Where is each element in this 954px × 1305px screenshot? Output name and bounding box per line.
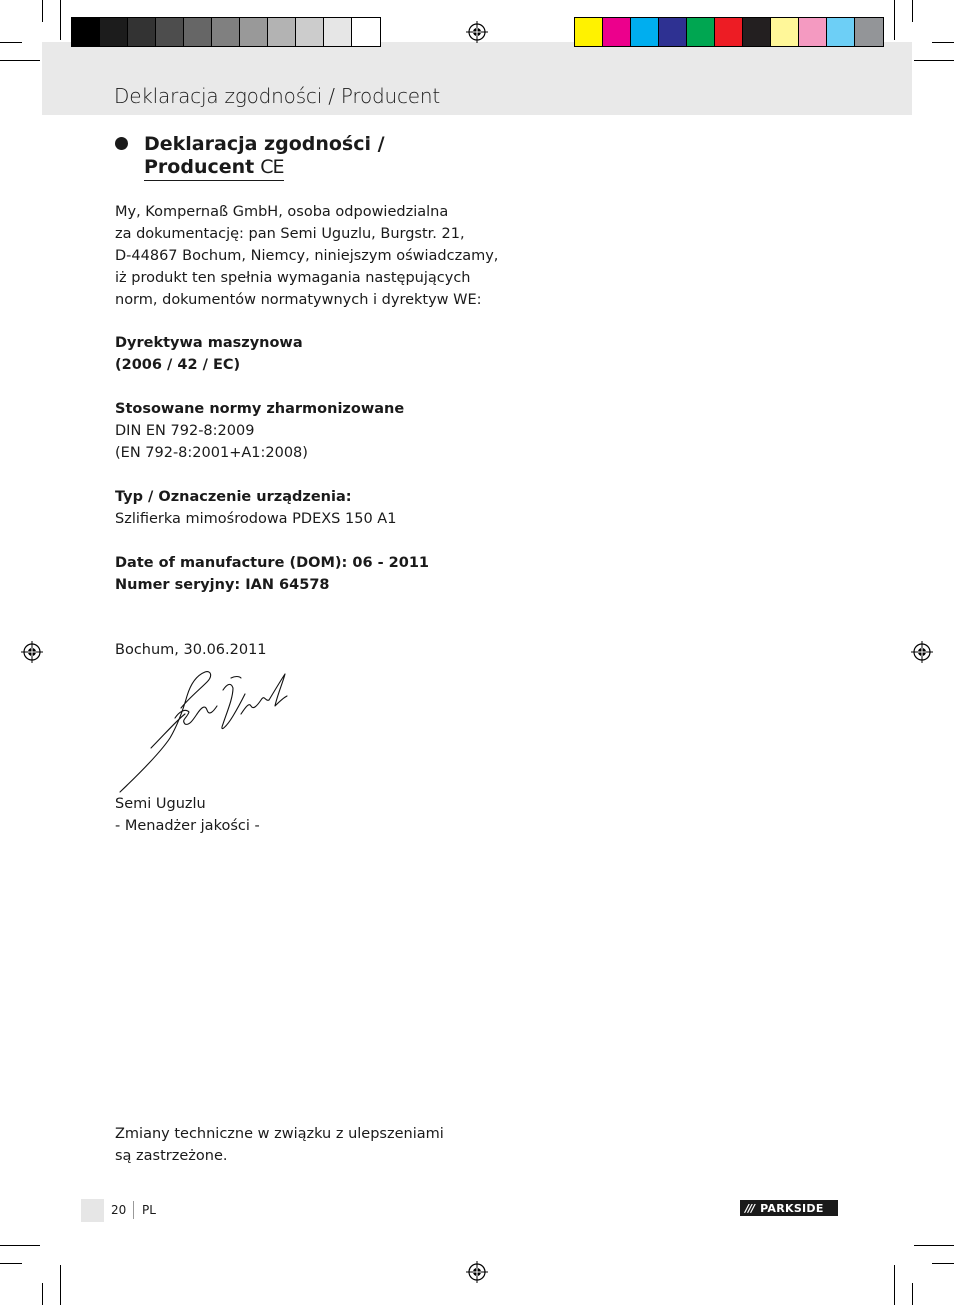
standards-line: DIN EN 792-8:2009 — [115, 423, 255, 439]
color-swatch — [603, 18, 631, 46]
crop-mark — [912, 1283, 913, 1305]
language-code: PL — [142, 1203, 156, 1217]
intro-line: norm, dokumentów normatywnych i dyrektyw WE: — [115, 292, 482, 308]
color-swatch — [128, 18, 156, 46]
color-swatch — [631, 18, 659, 46]
grayscale-bar — [71, 17, 381, 47]
color-swatch — [212, 18, 240, 46]
crop-mark — [914, 1245, 954, 1246]
intro-line: iż produkt ten spełnia wymagania następujących — [115, 270, 471, 286]
footer-marker-box — [81, 1199, 104, 1222]
process-color-bar — [574, 17, 884, 47]
crop-mark — [894, 0, 895, 40]
section-heading-text: Producent — [144, 156, 255, 178]
color-swatch — [799, 18, 827, 46]
section-heading — [144, 133, 385, 181]
crop-mark — [60, 0, 61, 40]
section-heading-line2 — [144, 156, 284, 181]
manufacture-date: Date of manufacture (DOM): 06 - 2011 — [115, 555, 430, 571]
logo-slashes: /// — [745, 1201, 755, 1215]
intro-line: D-44867 Bochum, Niemcy, niniejszym oświadczamy, — [115, 248, 499, 264]
color-swatch — [240, 18, 268, 46]
page-number: 20 — [111, 1203, 127, 1217]
color-swatch — [324, 18, 352, 46]
bullet-icon — [115, 137, 128, 150]
notice-line: są zastrzeżone. — [115, 1148, 228, 1164]
technical-changes-notice — [115, 1123, 444, 1167]
manufacture-block — [115, 552, 429, 596]
color-swatch — [268, 18, 296, 46]
parkside-logo — [740, 1200, 838, 1216]
crop-mark — [42, 0, 43, 22]
standards-block — [115, 398, 404, 464]
color-swatch — [352, 18, 380, 46]
registration-mark-icon — [466, 1261, 488, 1283]
standards-heading: Stosowane normy zharmonizowane — [115, 401, 405, 417]
registration-mark-icon — [466, 21, 488, 43]
signatory-name: Semi Uguzlu — [115, 796, 206, 812]
color-swatch — [72, 18, 100, 46]
color-swatch — [827, 18, 855, 46]
standards-line: (EN 792-8:2001+A1:2008) — [115, 445, 308, 461]
registration-mark-icon — [21, 641, 43, 663]
footer-divider — [133, 1201, 134, 1219]
ce-mark-icon: CE — [260, 156, 284, 178]
signatory-role: - Menadżer jakości - — [115, 818, 260, 834]
color-swatch — [771, 18, 799, 46]
crop-mark — [60, 1265, 61, 1305]
device-heading: Typ / Oznaczenie urządzenia: — [115, 489, 352, 505]
device-block — [115, 486, 396, 530]
color-swatch — [184, 18, 212, 46]
logo-text: PARKSIDE — [760, 1201, 824, 1215]
crop-mark — [932, 42, 954, 43]
crop-mark — [932, 1263, 954, 1264]
color-swatch — [715, 18, 743, 46]
crop-mark — [0, 1263, 22, 1264]
crop-mark — [0, 42, 22, 43]
color-swatch — [156, 18, 184, 46]
page-title: Deklaracja zgodności / Producent — [114, 84, 441, 108]
registration-mark-icon — [911, 641, 933, 663]
crop-mark — [894, 1265, 895, 1305]
crop-mark — [42, 1283, 43, 1305]
color-swatch — [855, 18, 883, 46]
device-value: Szlifierka mimośrodowa PDEXS 150 A1 — [115, 511, 397, 527]
intro-paragraph — [115, 201, 498, 311]
crop-mark — [914, 60, 954, 61]
signatory-block — [115, 793, 260, 837]
crop-mark — [912, 0, 913, 22]
color-swatch — [743, 18, 771, 46]
directive-line: Dyrektywa maszynowa — [115, 335, 303, 351]
directive-block — [115, 332, 303, 376]
color-swatch — [296, 18, 324, 46]
intro-line: za dokumentację: pan Semi Uguzlu, Burgstr. 21, — [115, 226, 465, 242]
color-swatch — [659, 18, 687, 46]
crop-mark — [0, 60, 40, 61]
place-date: Bochum, 30.06.2011 — [115, 642, 267, 658]
signature-image — [115, 668, 295, 796]
color-swatch — [100, 18, 128, 46]
crop-mark — [0, 1245, 40, 1246]
serial-number: Numer seryjny: IAN 64578 — [115, 577, 330, 593]
section-heading-line1: Deklaracja zgodności / — [144, 133, 385, 155]
notice-line: Zmiany techniczne w związku z ulepszeniami — [115, 1126, 444, 1142]
color-swatch — [687, 18, 715, 46]
intro-line: My, Kompernaß GmbH, osoba odpowiedzialna — [115, 204, 449, 220]
directive-line: (2006 / 42 / EC) — [115, 357, 241, 373]
color-swatch — [575, 18, 603, 46]
